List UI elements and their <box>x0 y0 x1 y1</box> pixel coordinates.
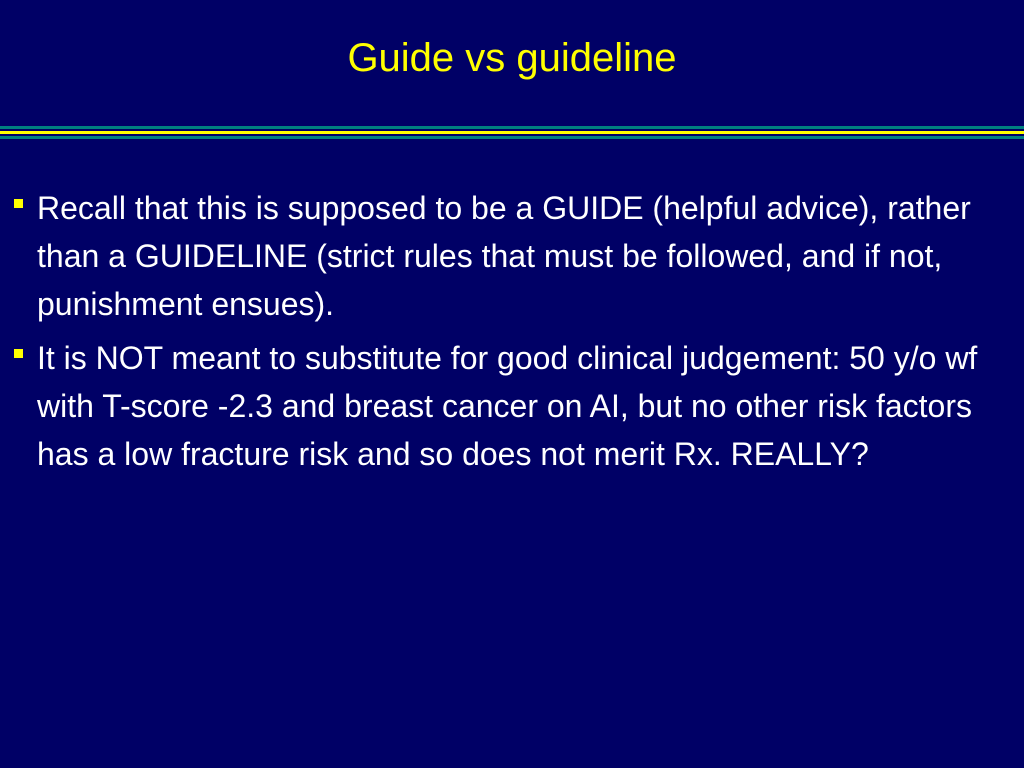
slide-title: Guide vs guideline <box>347 36 677 80</box>
square-bullet-icon <box>14 199 23 208</box>
title-divider-teal-top <box>0 126 1024 129</box>
bullet-item <box>14 184 994 328</box>
bullet-item <box>14 334 994 478</box>
bullet-text: It is NOT meant to substitute for good clinical judgement: 50 y/o wf with T-score -2.3 and breast cancer on AI, but no other risk factors has a low fracture risk and so does not merit Rx. REALLY? <box>37 340 978 472</box>
square-bullet-icon <box>14 349 23 358</box>
bullet-list <box>14 184 994 484</box>
bullet-text: Recall that this is supposed to be a GUIDE (helpful advice), rather than a GUIDELINE (strict rules that must be followed, and if not, punishment ensues). <box>37 190 971 322</box>
title-divider-yellow <box>0 131 1024 134</box>
title-divider-teal-bottom <box>0 136 1024 139</box>
